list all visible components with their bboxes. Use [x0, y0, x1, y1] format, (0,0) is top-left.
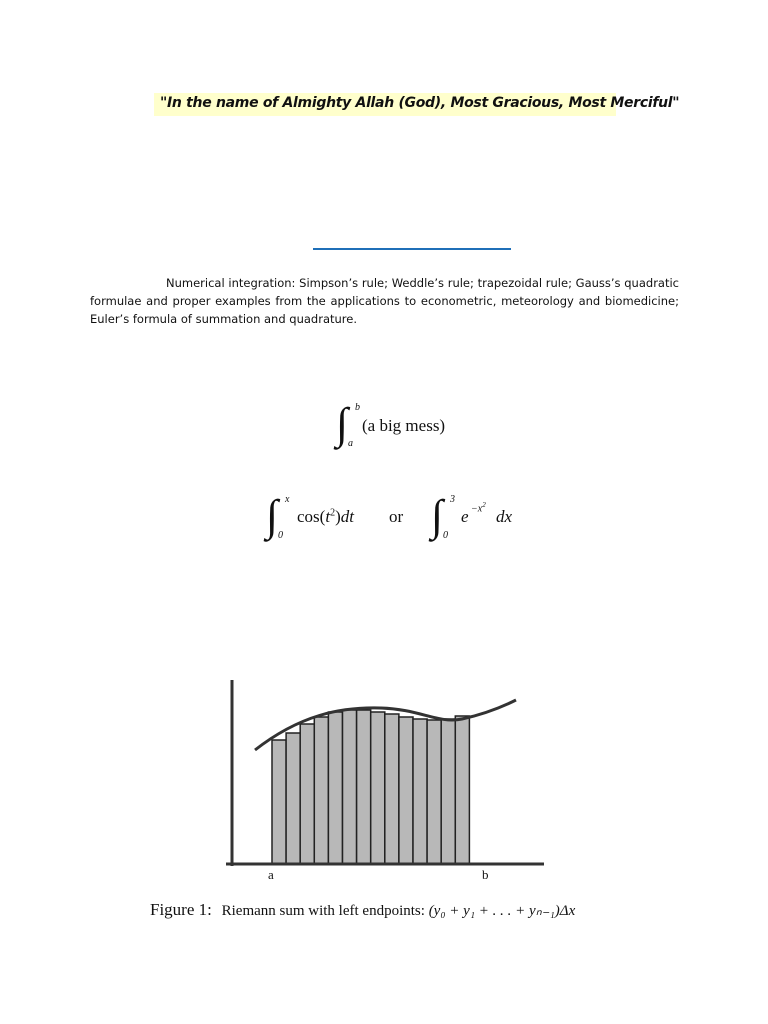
- integrand-expression: $\cos(t^2)dt$: [297, 507, 354, 526]
- integral-sign: ∫: [266, 491, 279, 540]
- exp-base: e: [461, 507, 469, 526]
- integral-gaussian: [431, 491, 531, 544]
- syllabus-text: Numerical integration: Simpson’s rule; Weddle’s rule; trapezoidal rule; Gauss’s quadratic formulae and proper examples from the applications to econometric, meteorology and biomedicine; Euler’s formula of summation and quadrature.: [90, 276, 679, 326]
- exp-power: $-x^2$: [471, 501, 486, 515]
- riemann-bar: [385, 714, 399, 864]
- riemann-bar: [371, 712, 385, 864]
- upper-limit: 3: [450, 494, 455, 505]
- riemann-bar: [272, 740, 286, 864]
- lower-limit: 0: [278, 530, 283, 541]
- riemann-bar: [441, 719, 455, 864]
- connector-or: or: [389, 507, 404, 526]
- riemann-bar: [427, 720, 441, 864]
- upper-limit: b: [355, 402, 360, 413]
- syllabus-paragraph: [90, 274, 679, 328]
- riemann-bar: [399, 717, 413, 864]
- riemann-bar: [357, 710, 371, 864]
- horizontal-rule: [313, 248, 511, 250]
- integral-mess: [336, 399, 466, 452]
- riemann-bar: [455, 716, 469, 864]
- riemann-bar: [286, 733, 300, 864]
- integrand-text: (a big mess): [362, 416, 446, 435]
- integral-sign: ∫: [431, 491, 444, 540]
- integral-sign: ∫: [336, 399, 349, 448]
- riemann-bar: [300, 724, 314, 864]
- integral-cos: [266, 491, 376, 544]
- upper-limit: x: [285, 494, 290, 505]
- function-curve: [255, 700, 516, 750]
- riemann-bar: [343, 710, 357, 864]
- lower-limit: a: [348, 438, 353, 449]
- differential: dx: [496, 507, 513, 526]
- invocation-text: "In the name of Almighty Allah (God), Most Gracious, Most Merciful": [160, 95, 680, 111]
- label-a: a: [268, 867, 274, 882]
- figure-caption: Figure 1: Riemann sum with left endpoints: (y₀ + y₁ + . . . + yₙ₋₁)Δx: [150, 900, 576, 919]
- riemann-bar: [413, 719, 427, 864]
- riemann-bar: [328, 712, 342, 864]
- invocation-highlight: [154, 93, 680, 116]
- label-b: b: [482, 867, 489, 882]
- riemann-bar: [314, 717, 328, 864]
- lower-limit: 0: [443, 530, 448, 541]
